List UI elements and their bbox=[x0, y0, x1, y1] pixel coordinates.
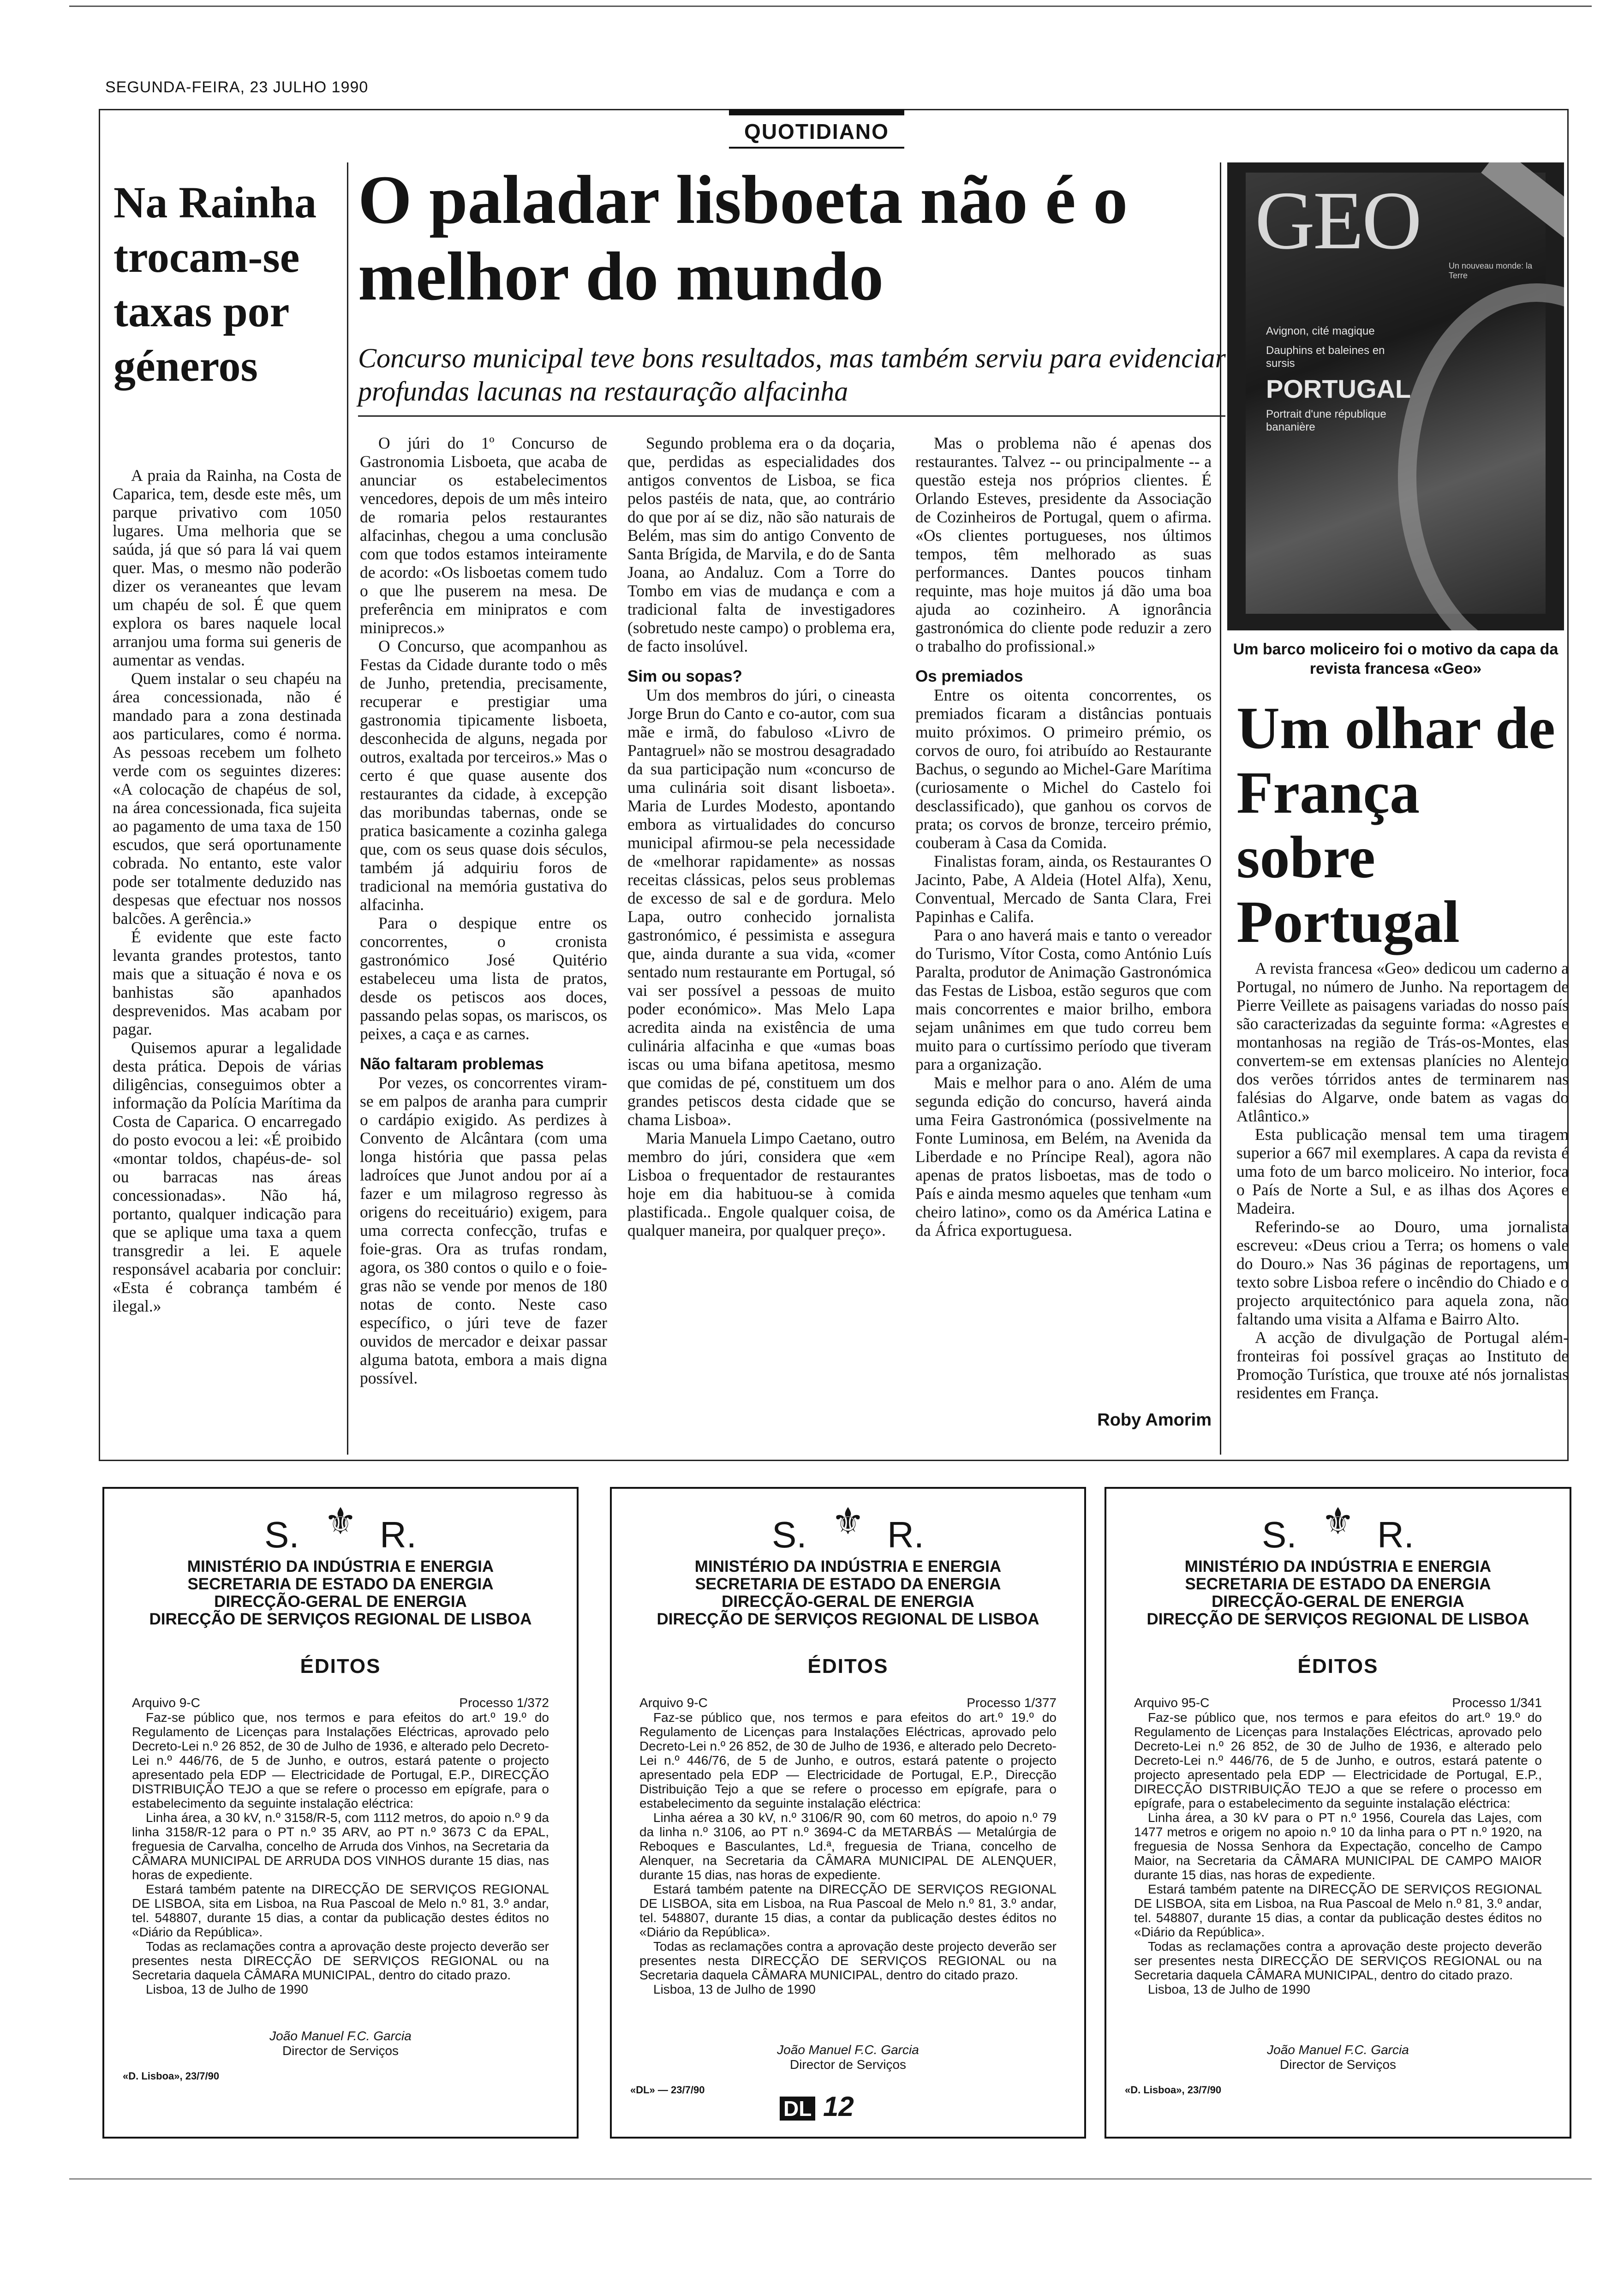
page-number bbox=[780, 2091, 854, 2122]
paragraph: Para o despique entre os concorrentes, o cronista gastronómico José Quitério estabeleceu uma lista de pratos, desde os petiscos aos doces, passando pelas sopas, os mariscos, os peixes, a caça e as carnes. bbox=[360, 914, 607, 1043]
heading-line: DIRECÇÃO DE SERVIÇOS REGIONAL DE LISBOA bbox=[1146, 1610, 1529, 1628]
heading-line: SECRETARIA DE ESTADO DA ENERGIA bbox=[695, 1575, 1001, 1593]
paragraph: Faz-se público que, nos termos e para efeitos do art.º 19.º do Regulamento de Licenças para Instalações Eléctricas, aprovado pelo Decreto-Lei n.º 26 852, de 30 de Julho de 1936, e alterado pelo Decreto-Lei n.º 446/76, de 5 de Junho, e outros, estará patente o projecto apresentado pela EDP — Electricidade de Portugal, E.P., DIRECÇÃO DISTRIBUIÇÃO TEJO a que se refere o processo em epígrafe, para o estabelecimento da seguinte instalação eléctrica: bbox=[1134, 1710, 1542, 1810]
paragraph: O júri do 1º Concurso de Gastronomia Lisboeta, que acaba de anunciar os estabelecimentos vencedores, depois de um mês inteiro de romaria pelos restaurantes alfacinhas, chegou a uma conclusão com que todos estamos inteiramente de acordo: «Os lisboetas comem tudo o que lhe puserem na mesa. De preferência em minipratos e com miniprecos.» bbox=[360, 434, 607, 637]
legal-notice-3 bbox=[1105, 1487, 1571, 2139]
byline: Roby Amorim bbox=[1097, 1410, 1212, 1430]
notice-text bbox=[639, 1710, 1057, 1996]
signature bbox=[104, 2029, 577, 2058]
signer-name: João Manuel F.C. Garcia bbox=[777, 2043, 919, 2057]
crest-s: S. bbox=[264, 1514, 299, 1555]
section-bar bbox=[729, 109, 904, 115]
paragraph: Mas o problema não é apenas dos restaurantes. Talvez -- ou principalmente -- a questão esteja nos próprios clientes. É Orlando Esteves, presidente da Associação de Cozinheiros de Portugal, quem o afirma. «Os clientes portugueses, nos últimos tempos, têm melhorado as suas performances. Dantes poucos tinham requinte, mas hoje muitos já dão uma boa ajuda ao cozinheiro. A ignorância gastronómica do cliente pode reduzir a zero o trabalho do profissional.» bbox=[915, 434, 1212, 655]
paragraph: A praia da Rainha, na Costa de Caparica, tem, desde este mês, um parque privativo com 1050 lugares. Uma melhoria que se saúda, já que só para lá vai quem quer. Mas, o mesmo não poderão dizer os veraneantes que levam um chapéu de sol. É que quem explora os bares naquele local arranjou uma forma sui generis de aumentar as vendas. bbox=[113, 466, 341, 669]
paragraph: Referindo-se ao Douro, uma jornalista escreveu: «Deus criou a Terra; os homens o vale do Douro.» Nas 36 páginas de reportagens, um texto sobre Lisboa refere o incêndio do Chiado e o projecto arquitectónico para aquela zona, não faltando uma visita a Alfama e Bairro Alto. bbox=[1236, 1217, 1569, 1328]
paragraph: Todas as reclamações contra a aprovação deste projecto deverão ser presentes nesta DIRECÇÃO DE SERVIÇOS REGIONAL ou na Secretaria daquela CÂMARA MUNICIPAL, dentro do citado prazo. bbox=[132, 1939, 549, 1982]
cover-line: Portrait d'une république bananière bbox=[1266, 408, 1386, 433]
process-ref: Processo 1/341 bbox=[1452, 1696, 1542, 1710]
section-title: QUOTIDIANO bbox=[744, 120, 889, 144]
subheading: Sim ou sopas? bbox=[627, 667, 742, 685]
notice-text bbox=[1134, 1710, 1542, 1996]
signer-title: Director de Serviços bbox=[789, 2057, 907, 2072]
paragraph: Faz-se público que, nos termos e para efeitos do art.º 19.º do Regulamento de Licenças para Instalações Eléctricas, aprovado pelo Decreto-Lei n.º 26 852, de 30 de Julho de 1936, e alterado pelo Decreto-Lei n.º 446/76, de 5 de Junho, e outros, estará patente o projecto apresentado pela EDP — Electricidade de Portugal, E.P., DIRECÇÃO DISTRIBUIÇÃO TEJO a que se refere o processo em epígrafe, para o estabelecimento da seguinte instalação eléctrica: bbox=[132, 1710, 549, 1810]
coat-of-arms-icon: ⚜ S. R. bbox=[772, 1501, 924, 1555]
main-deck: Concurso municipal teve bons resultados, mas também serviu para evidenciar profundas lacunas na restauração alfacinha bbox=[358, 343, 1226, 407]
page-logo: DL bbox=[780, 2097, 815, 2121]
heading-line: DIRECÇÃO DE SERVIÇOS REGIONAL DE LISBOA bbox=[657, 1610, 1039, 1628]
paragraph: Mais e melhor para o ano. Além de uma segunda edição do concurso, haverá ainda uma Feira Gastronómica (possivelmente na Fonte Luminosa, em Belém, na Avenida da Liberdade e no Príncipe Real), agora não apenas de pratos lisboetas, mas de todo o País e ainda mesmo aqueles que tenham «um cheiro latino», como os da América Latina e da África exportuguesa. bbox=[915, 1073, 1212, 1240]
subheading: Os premiados bbox=[915, 667, 1023, 685]
legal-notice-2 bbox=[610, 1487, 1086, 2139]
paragraph: Estará também patente na DIRECÇÃO DE SERVIÇOS REGIONAL DE LISBOA, sita em Lisboa, na Rua Pascoal de Melo n.º 81, 3.º andar, tel. 548807, durante 15 dias, a contar da publicação destes éditos no «Diário da República». bbox=[639, 1882, 1057, 1939]
notice-refs bbox=[132, 1696, 549, 1710]
main-headline: O paladar lisboeta não é o melhor do mundo bbox=[358, 162, 1128, 315]
coat-of-arms-icon: ⚜ S. R. bbox=[264, 1501, 417, 1555]
crest-s: S. bbox=[1262, 1514, 1297, 1555]
paragraph: Linha área, a 30 kV, n.º 3158/R-5, com 1112 metros, do apoio n.º 9 da linha 3158/R-12 para o PT n.º 35 ARV, ao PT n.º 3673 C da EPAL, freguesia de Carvalha, concelho de Arruda dos Vinhos, na Secretaria da CÂMARA MUNICIPAL DE ARRUDA DOS VINHOS durante 15 dias, nas horas de expediente. bbox=[132, 1810, 549, 1882]
notice-refs bbox=[1134, 1696, 1542, 1710]
paragraph: Entre os oitenta concorrentes, os premiados ficaram a distâncias pontuais muito próximos. O primeiro prémio, os corvos de ouro, foi atribuído ao Restaurante Bachus, o segundo ao Michel-Gare Marítima (curiosamente o Michel do Castelo foi desclassificado), que ganhou os corvos de prata; os corvos de bronze, terceiro prémio, couberam à Casa da Comida. bbox=[915, 686, 1212, 852]
signer-title: Director de Serviços bbox=[282, 2043, 399, 2058]
heading-line: DIRECÇÃO-GERAL DE ENERGIA bbox=[214, 1593, 467, 1611]
signer-name: João Manuel F.C. Garcia bbox=[1267, 2043, 1409, 2057]
crest bbox=[612, 1500, 1084, 1555]
notice-heading bbox=[612, 1558, 1084, 1628]
notice-title: ÉDITOS bbox=[1297, 1655, 1379, 1678]
right-headline: Um olhar de França sobre Portugal bbox=[1236, 695, 1555, 955]
notice-heading bbox=[1106, 1558, 1570, 1628]
heading-line: MINISTÉRIO DA INDÚSTRIA E ENERGIA bbox=[187, 1558, 494, 1576]
notice-title: ÉDITOS bbox=[300, 1655, 381, 1678]
crest bbox=[104, 1500, 577, 1555]
crest bbox=[1106, 1500, 1570, 1555]
legal-notice-1 bbox=[102, 1487, 579, 2139]
geo-cover-lines bbox=[1266, 325, 1411, 434]
heading-line: DIRECÇÃO-GERAL DE ENERGIA bbox=[1212, 1593, 1464, 1611]
paragraph: Todas as reclamações contra a aprovação deste projecto deverão ser presentes nesta DIRECÇÃO DE SERVIÇOS REGIONAL ou na Secretaria daquela CÂMARA MUNICIPAL, dentro do citado prazo. bbox=[639, 1939, 1057, 1982]
paragraph: Lisboa, 13 de Julho de 1990 bbox=[653, 1982, 816, 1996]
main-col-3 bbox=[915, 434, 1212, 1240]
main-col-1 bbox=[360, 434, 607, 1387]
right-article-body bbox=[1236, 959, 1569, 1402]
cover-line: Dauphins et baleines en sursis bbox=[1266, 344, 1385, 370]
notice-heading bbox=[104, 1558, 577, 1628]
geo-tagline: Un nouveau monde: la Terre bbox=[1449, 261, 1533, 280]
paragraph: Por vezes, os concorrentes viram-se em palpos de aranha para cumprir o cardápio exigido. As perdizes à Convento de Alcântara (com uma longa história que passa pelas ladroíces que Junot andou por aí a fazer e um milagroso regresso às origens do receituário) exigem, para uma correcta confecção, trufas e foie-gras. Ora as trufas rondam, agora, os 380 contos o quilo e o foie-gras não se vende por menos de 180 notas de conto. Neste caso específico, o júri teve de fazer ouvidos de mercador e deixar passar alguma batota, embora a mais digna possível. bbox=[360, 1073, 607, 1387]
notice-footer: «DL» — 23/7/90 bbox=[630, 2084, 705, 2096]
deck-rule bbox=[358, 415, 1225, 417]
notice-title: ÉDITOS bbox=[807, 1655, 889, 1678]
geo-cover-photo bbox=[1246, 173, 1546, 614]
cover-line: Avignon, cité magique bbox=[1266, 325, 1375, 337]
heading-line: SECRETARIA DE ESTADO DA ENERGIA bbox=[1185, 1575, 1491, 1593]
heading-line: DIRECÇÃO-GERAL DE ENERGIA bbox=[722, 1593, 974, 1611]
signature bbox=[1106, 2043, 1570, 2072]
paragraph: Todas as reclamações contra a aprovação deste projecto deverão ser presentes nesta DIRECÇÃO DE SERVIÇOS REGIONAL ou na Secretaria daquela CÂMARA MUNICIPAL, dentro do citado prazo. bbox=[1134, 1939, 1542, 1982]
left-headline: Na Rainha trocam-se taxas por géneros bbox=[113, 178, 317, 390]
staircase-graphic bbox=[1398, 283, 1564, 630]
coat-of-arms-icon: ⚜ S. R. bbox=[1262, 1501, 1414, 1555]
column-divider bbox=[1220, 162, 1221, 1455]
paragraph: Maria Manuela Limpo Caetano, outro membro do júri, considera que «em Lisboa o frequentador de restaurantes hoje em dia habituou-se à comida plastificada.. Engole qualquer coisa, de qualquer maneira, por qualquer preço». bbox=[627, 1129, 895, 1240]
heading-line: SECRETARIA DE ESTADO DA ENERGIA bbox=[187, 1575, 494, 1593]
crest-s: S. bbox=[772, 1514, 807, 1555]
signature bbox=[612, 2043, 1084, 2072]
subheading: Não faltaram problemas bbox=[360, 1055, 544, 1073]
crest-r: R. bbox=[887, 1514, 924, 1555]
main-col-2 bbox=[627, 434, 895, 1240]
paragraph: Estará também patente na DIRECÇÃO DE SERVIÇOS REGIONAL DE LISBOA, sita em Lisboa, na Rua Pascoal de Melo n.º 81, 3.º andar, tel. 548807, durante 15 dias, a contar da publicação destes éditos no «Diário da República». bbox=[132, 1882, 549, 1939]
signer-name: João Manuel F.C. Garcia bbox=[269, 2029, 412, 2043]
paragraph: Linha área, a 30 kV para o PT n.º 1956, Courela das Lajes, com 1477 metros e origem no apoio n.º 10 da linha para o PT n.º 1920, na freguesia de Nossa Senhora da Expectação, concelho de Campo Maior, na Secretaria da CÂMARA MUNICIPAL DE CAMPO MAIOR durante 15 dias, nas horas de expediente. bbox=[1134, 1810, 1542, 1882]
archive-ref: Arquivo 9-C bbox=[639, 1696, 708, 1710]
geo-cover-image bbox=[1227, 162, 1564, 630]
notice-refs bbox=[639, 1696, 1057, 1710]
page-number-value: 12 bbox=[823, 2091, 854, 2122]
heading-line: MINISTÉRIO DA INDÚSTRIA E ENERGIA bbox=[694, 1558, 1002, 1576]
paragraph: Lisboa, 13 de Julho de 1990 bbox=[146, 1982, 308, 1996]
heading-line: MINISTÉRIO DA INDÚSTRIA E ENERGIA bbox=[1184, 1558, 1492, 1576]
paragraph: Estará também patente na DIRECÇÃO DE SERVIÇOS REGIONAL DE LISBOA, sita em Lisboa, na Rua Pascoal de Melo n.º 81, 3.º andar, tel. 548807, durante 15 dias, a contar da publicação destes éditos no «Diário da República». bbox=[1134, 1882, 1542, 1939]
cover-title: PORTUGAL bbox=[1266, 374, 1411, 403]
cover-ribbon bbox=[1481, 162, 1564, 258]
paragraph: Para o ano haverá mais e tanto o vereador do Turismo, Vítor Costa, como António Luís Paralta, produtor de Animação Gastronómica das Festas de Lisboa, estão seguros que com mais concorrentes e maior brilho, embora sejam unânimes em que tudo correu bem muito para o curtíssimo período que tiveram para a organização. bbox=[915, 926, 1212, 1073]
paragraph: Quem instalar o seu chapéu na área concessionada, não é mandado para a zona destinada aos particulares, como é norma. As pessoas recebem um folheto verde com os seguintes dizeres: «A colocação de chapéus de sol, na área concessionada, fica sujeita ao pagamento de uma taxa de 150 escudos, que será oportunamente cobrada. No entanto, este valor pode ser totalmente deduzido nas despesas que efectuar nos nossos balcões. A gerência.» bbox=[113, 669, 341, 928]
paragraph: Segundo problema era o da doçaria, que, perdidas as especialidades dos antigos conventos de Lisboa, se fica pelos pastéis de nata, que, ao contrário do que por aí se diz, não são naturais de Belém, mas sim do antigo Convento de Santa Brígida, de Marvila, e do de Santa Joana, ao Andaluz. Com a Torre do Tombo em vias de mudança e com a tradicional falta de investigadores (sobretudo neste campo) o problema era, de facto insolúvel. bbox=[627, 434, 895, 655]
bottom-rule bbox=[69, 2178, 1592, 2180]
left-article-body bbox=[113, 466, 341, 1315]
archive-ref: Arquivo 95-C bbox=[1134, 1696, 1210, 1710]
notice-footer: «D. Lisboa», 23/7/90 bbox=[1125, 2084, 1222, 2096]
crest-r: R. bbox=[1377, 1514, 1414, 1555]
paragraph: Faz-se público que, nos termos e para efeitos do art.º 19.º do Regulamento de Licenças para Instalações Eléctricas, aprovado pelo Decreto-Lei n.º 26 852, de 30 de Julho de 1936, e alterado pelo Decreto-Lei n.º 446/76, de 5 de Junho, e outros, estará patente o projecto apresentado pela EDP — Electricidade de Portugal, E.P., Direcção Distribuição Tejo a que se refere o processo em epígrafe, para o estabelecimento da seguinte instalação eléctrica: bbox=[639, 1710, 1057, 1810]
paragraph: A revista francesa «Geo» dedicou um caderno a Portugal, no número de Junho. Na reportagem de Pierre Veillete as paisagens variadas do nosso país são caracterizadas da seguinte forma: «Agrestes e montanhosas na região de Trás-os-Montes, elas convertem-se em extensas planícies no Alentejo dos verões tórridos antes de terminarem nas falésias do Algarve, onde batem as vagas do Atlântico.» bbox=[1236, 959, 1569, 1125]
process-ref: Processo 1/377 bbox=[967, 1696, 1057, 1710]
photo-caption: Um barco moliceiro foi o motivo da capa da revista francesa «Geo» bbox=[1233, 641, 1558, 677]
crest-r: R. bbox=[380, 1514, 417, 1555]
page-date: SEGUNDA-FEIRA, 23 JULHO 1990 bbox=[105, 78, 369, 96]
paragraph: Um dos membros do júri, o cineasta Jorge Brun do Canto e co-autor, com sua mãe e irmã, do fabuloso «Livro de Pantagruel» não se mostrou desagradado da sua participação num «concurso de uma culinária soit disant lisboeta». Maria de Lurdes Modesto, apontando embora as virtualidades do concurso municipal afirmou-se pela necessidade de «melhorar rapidamente» as nossas receitas clássicas, pelos seus problemas de excesso de sal e de gordura. Melo Lapa, outro conhecido jornalista gastronómico, é pessimista e assegura que, ainda durante a sua vida, «comer sentado num restaurante em Portugal, só vai ser possível a pessoas de muito poder económico». Mas Melo Lapa acredita ainda na existência de uma culinária alfacinha e que «umas boas iscas ou uma bifana apetitosa, mesmo que comidas de pé, constituem um dos grandes petiscos desta cidade que se chama Lisboa». bbox=[627, 686, 895, 1129]
heading-line: DIRECÇÃO DE SERVIÇOS REGIONAL DE LISBOA bbox=[149, 1610, 532, 1628]
paragraph: Esta publicação mensal tem uma tiragem superior a 667 mil exemplares. A capa da revista é uma foto de um barco moliceiro. No interior, foca o País de Norte a Sul, e as ilhas dos Açores e Madeira. bbox=[1236, 1125, 1569, 1217]
paragraph: É evidente que este facto levanta grandes protestos, tanto mais que a situação é nova e os banhistas são apanhados desprevenidos. Mas acabam por pagar. bbox=[113, 928, 341, 1038]
geo-logo: GEO bbox=[1255, 174, 1420, 266]
paragraph: Linha aérea a 30 kV, n.º 3106/R 90, com 60 metros, do apoio n.º 79 da linha n.º 3106, ao PT n.º 3694-C da METARBÁS — Metalúrgia de Reboques e Basculantes, Ld.ª, freguesia de Triana, concelho de Alenquer, na Secretaria da CÂMARA MUNICIPAL DE ALENQUER, durante 15 dias, nas horas de expediente. bbox=[639, 1810, 1057, 1882]
section-rule bbox=[729, 147, 904, 149]
paragraph: A acção de divulgação de Portugal além-fronteiras foi possível graças ao Instituto de Promoção Turística, que trouxe até nós jornalistas residentes em França. bbox=[1236, 1328, 1569, 1402]
column-divider bbox=[347, 162, 348, 1455]
paragraph: Lisboa, 13 de Julho de 1990 bbox=[1148, 1982, 1310, 1996]
archive-ref: Arquivo 9-C bbox=[132, 1696, 200, 1710]
notice-footer: «D. Lisboa», 23/7/90 bbox=[123, 2070, 220, 2082]
process-ref: Processo 1/372 bbox=[459, 1696, 549, 1710]
paragraph: Quisemos apurar a legalidade desta prática. Depois de várias diligências, conseguimos obter a informação da Polícia Marítima da Costa de Caparica. O encarregado do posto evocou a lei: «É proibido «montar toldos, chapéus-de- sol ou barracas nas áreas concessionadas». Não há, portanto, qualquer indicação para que se aplique uma taxa a quem transgredir a lei. E aquele responsável acabaria por concluir: «Esta é cobrança também é ilegal.» bbox=[113, 1038, 341, 1315]
paragraph: O Concurso, que acompanhou as Festas da Cidade durante todo o mês de Junho, pretendia, precisamente, recuperar e prestigiar uma gastronomia tipicamente lisboeta, desconhecida de alguns, negada por outros, exaltada por terceiros.» Mas o certo é que quase ausente dos restaurantes da cidade, à excepção das moribundas tabernas, onde se pratica basicamente a cozinha galega que, com os seus quase dois séculos, também já adquiriu foros de tradicional na memória gustativa do alfacinha. bbox=[360, 637, 607, 914]
top-rule bbox=[69, 6, 1592, 7]
notice-text bbox=[132, 1710, 549, 1996]
paragraph: Finalistas foram, ainda, os Restaurantes O Jacinto, Pabe, A Aldeia (Hotel Alfa), Xenu, Conventual, Mercado de Santa Clara, Frei Papinhas e Califa. bbox=[915, 852, 1212, 926]
signer-title: Director de Serviços bbox=[1279, 2057, 1397, 2072]
